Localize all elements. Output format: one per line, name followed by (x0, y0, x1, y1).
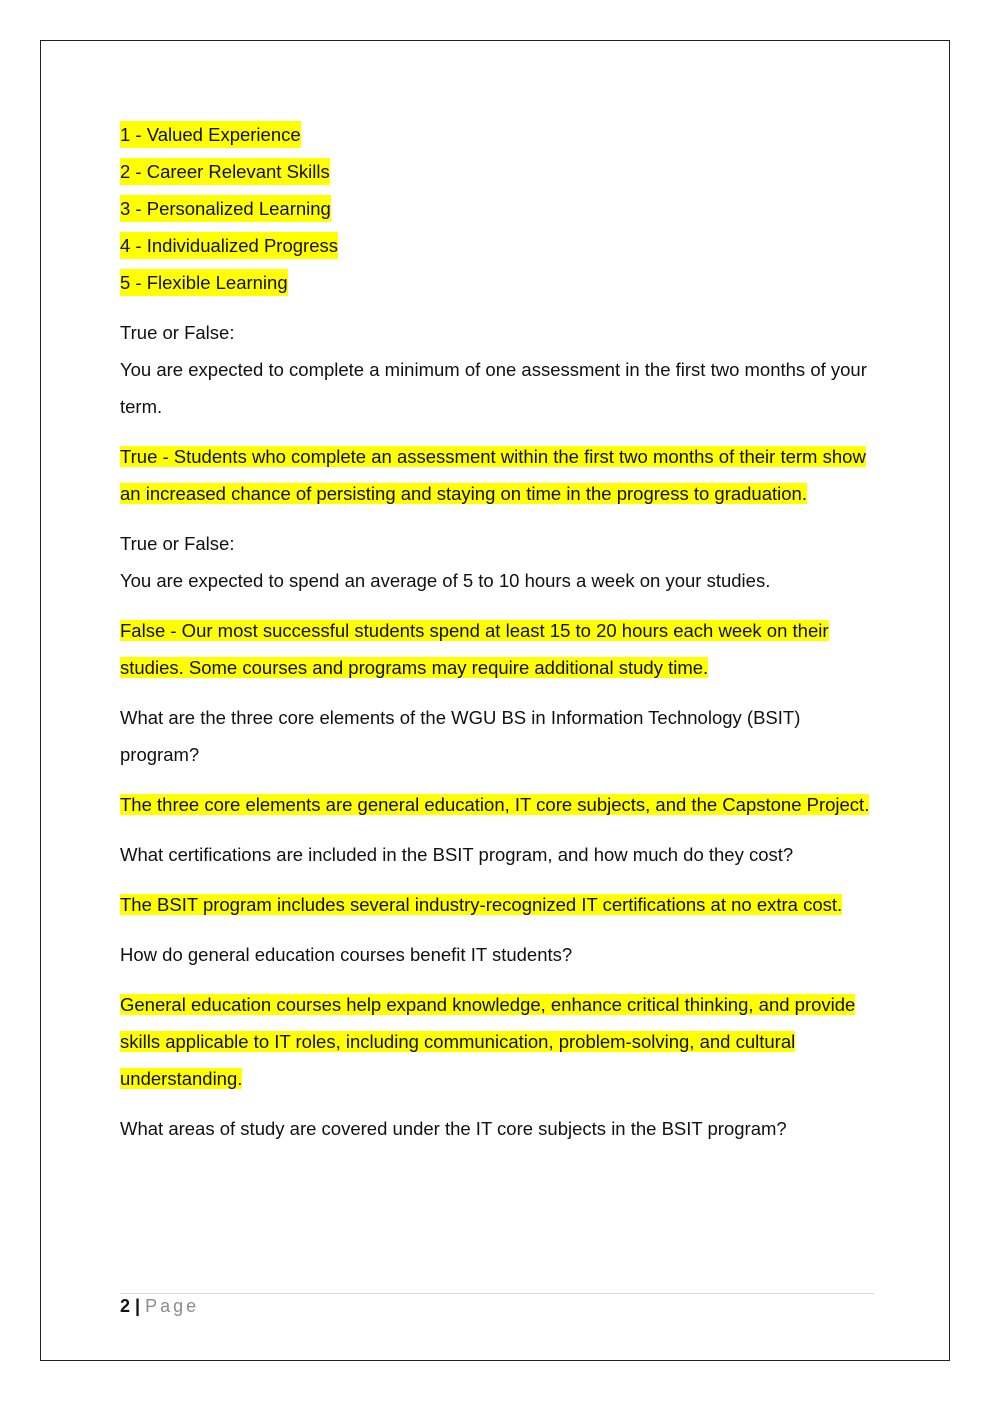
answer-text: General education courses help expand knowledge, enhance critical thinking, and provide skills applicable to IT roles, including communication, problem-solving, and cultural understanding. (120, 994, 856, 1089)
question-label: True or False: (120, 322, 235, 343)
footer-divider (120, 1293, 874, 1294)
document-body (120, 116, 880, 1160)
answer-text: The three core elements are general education, IT core subjects, and the Capstone Project. (120, 794, 870, 815)
question-text: What are the three core elements of the WGU BS in Information Technology (BSIT) program? (120, 707, 801, 765)
footer-separator: | (135, 1296, 141, 1316)
page-label: Page (145, 1296, 200, 1316)
question-text: You are expected to spend an average of 5 to 10 hours a week on your studies. (120, 570, 771, 591)
page-footer (120, 1296, 199, 1317)
numbered-list (120, 116, 880, 301)
answer-text: False - Our most successful students spend at least 15 to 20 hours each week on their studies. Some courses and programs may require additional study time. (120, 620, 829, 678)
question-label: True or False: (120, 533, 235, 554)
list-item: 1 - Valued Experience (120, 116, 880, 153)
question-text: What areas of study are covered under the IT core subjects in the BSIT program? (120, 1118, 787, 1139)
list-item: 5 - Flexible Learning (120, 264, 880, 301)
question-text: How do general education courses benefit IT students? (120, 944, 573, 965)
answer-text: True - Students who complete an assessment within the first two months of their term show an increased chance of persisting and staying on time in the progress to graduation. (120, 446, 866, 504)
question-text: What certifications are included in the BSIT program, and how much do they cost? (120, 844, 794, 865)
list-item: 2 - Career Relevant Skills (120, 153, 880, 190)
list-item: 3 - Personalized Learning (120, 190, 880, 227)
page-number: 2 (120, 1296, 131, 1316)
list-item: 4 - Individualized Progress (120, 227, 880, 264)
question-text: You are expected to complete a minimum of one assessment in the first two months of your term. (120, 359, 867, 417)
answer-text: The BSIT program includes several industry-recognized IT certifications at no extra cost. (120, 894, 843, 915)
